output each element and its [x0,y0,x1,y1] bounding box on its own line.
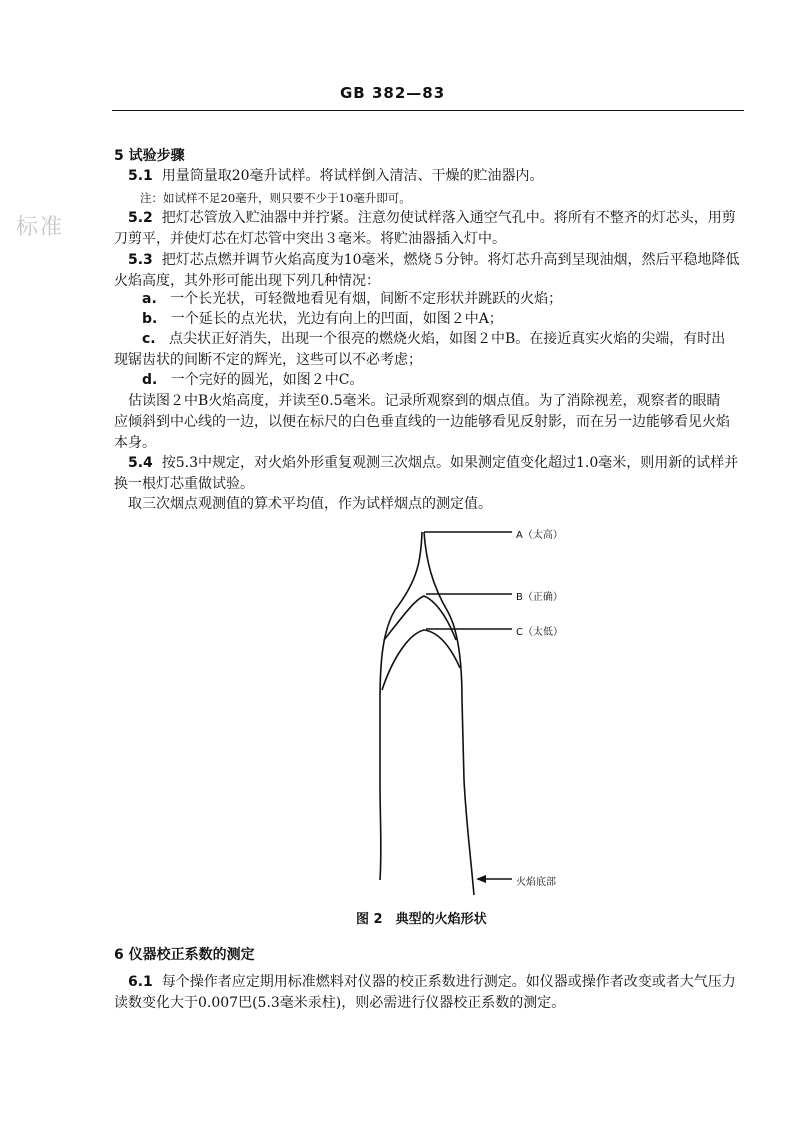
clause-text: 每个操作者应定期用标准燃料对仪器的校正系数进行测定。如仪器或操作者改变或者大气压力 [161,974,736,990]
figure-label-base: 火焰底部 [516,877,556,888]
list-text: 一个长光状，可轻微地看见有烟，间断不定形状并跳跃的火焰； [170,291,563,307]
clause-number: 5.2 [128,210,153,226]
list-label: c. [142,331,156,347]
flame-outline-a-left [380,532,422,880]
section-6-heading: 6 仪器校正系数的测定 [114,947,255,963]
estimate-paragraph-line-3: 本身。 [114,435,156,451]
clause-text: 按5.3中规定，对火焰外形重复观测三次烟点。如果测定值变化超过1.0毫米，则用新的试样并 [161,455,739,471]
estimate-paragraph-line-1: 估读图２中B火焰高度，并读至0.5毫米。记录所观察到的烟点值。为了消除视差，观察者的眼睛 [128,393,721,409]
list-label: d. [142,372,158,388]
watermark: 标准 [16,215,65,240]
clause-text: 把灯芯管放入贮油器中并拧紧。注意勿使试样落入通空气孔中。将所有不整齐的灯芯头，用剪 [161,210,736,226]
clause-number: 5.3 [128,252,153,268]
clause-number: 5.4 [128,455,153,471]
estimate-paragraph-line-2: 应倾斜到中心线的一边，以便在标尺的白色垂直线的一边能够看见反射影，而在另一边能够看见火焰 [114,414,730,430]
list-text: 一个完好的圆光，如图２中C。 [170,372,364,388]
average-paragraph: 取三次烟点观测值的算术平均值，作为试样烟点的测定值。 [128,496,492,512]
clause-number: 5.1 [128,168,153,184]
flame-outline-a-right [424,532,474,895]
clause-6-1-line-2: 读数变化大于0.007巴(5.3毫米汞柱)，则必需进行仪器校正系数的测定。 [114,995,566,1011]
clause-5-3-line-2: 火焰高度，其外形可能出现下列几种情况： [114,273,380,289]
list-label: a. [142,291,157,307]
flame-outline-b [384,596,456,640]
flame-outline-c [382,630,460,690]
clause-6-1-line-1 [128,972,736,992]
list-text: 一个延长的点光状，光边有向上的凹面，如图２中A； [170,311,503,327]
section-5-heading: 5 试验步骤 [114,148,185,164]
base-arrow-icon [476,875,486,883]
list-item-c-line-2: 现锯齿状的间断不定的辉光，这些可以不必考虑； [114,352,422,368]
clause-5-4-line-2: 换一根灯芯重做试验。 [114,476,254,492]
note-5-1: 注：如试样不足20毫升，则只要不少于10毫升即可。 [140,191,411,205]
figure-label-c: C（太低） [516,627,563,638]
clause-5-2-line-2: 刀剪平，并使灯芯在灯芯管中突出３毫米。将贮油器插入灯中。 [114,231,506,247]
list-text: 点尖状正好消失，出现一个很亮的燃烧火焰，如图２中B。在接近真实火焰的尖端，有时出 [168,331,726,347]
clause-text: 用量筒量取20毫升试样。将试样倒入清洁、干燥的贮油器内。 [161,168,544,184]
figure-label-b: B（正确） [516,592,563,603]
figure-caption: 图 2 典型的火焰形状 [356,912,487,927]
clause-text: 把灯芯点燃并调节火焰高度为10毫米，燃烧５分钟。将灯芯升高到呈现油烟，然后平稳地降低 [161,252,740,268]
figure-label-a: A（太高） [516,530,563,541]
list-label: b. [142,311,158,327]
document-code-header: GB 382—83 [340,84,446,102]
clause-number: 6.1 [128,974,153,990]
